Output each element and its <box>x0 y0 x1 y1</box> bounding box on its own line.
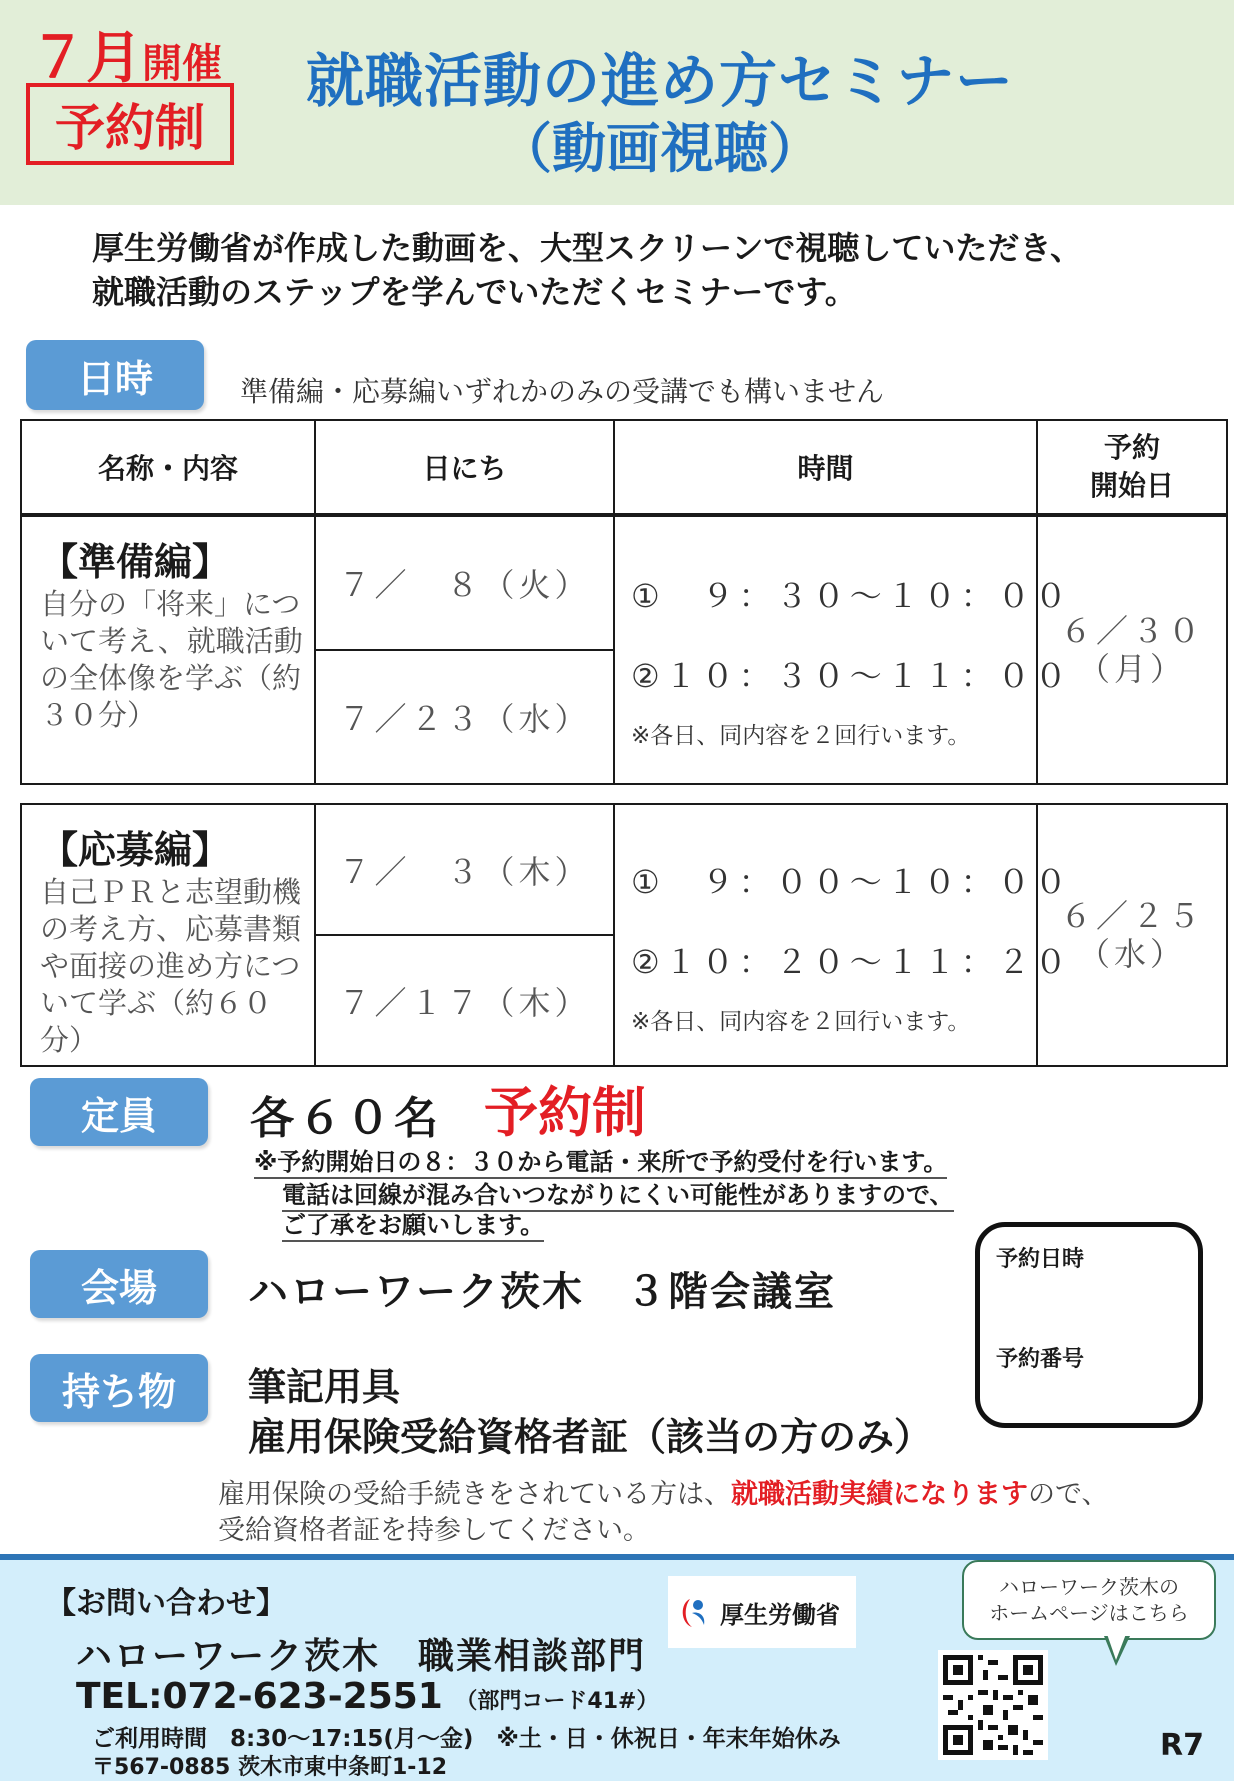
month-number: ７月 <box>30 26 142 91</box>
prep-time-2: ②１０：３０～１１：００ <box>631 657 1072 695</box>
ministry-name: 厚生労働省 <box>720 1600 840 1629</box>
month-label <box>30 14 222 94</box>
datetime-label: 日時 <box>26 340 204 410</box>
contact-address: 〒567-0885 茨木市東中条町1-12 <box>92 1755 447 1780</box>
notice-line-2: 受給資格者証を持参してください。 <box>218 1515 650 1546</box>
schedule-table-apply <box>20 803 1228 1067</box>
apply-start-date: ６／２５ <box>1059 897 1204 935</box>
contact-hours: ご利用時間 8:30～17:15(月～金) ※土・日・休祝日・年末年始休み <box>92 1726 841 1752</box>
header-time: 時間 <box>614 420 1037 514</box>
bubble-tail-inner <box>1107 1634 1126 1660</box>
schedule-table-header <box>20 419 1228 515</box>
contact-title: 【お問い合わせ】 <box>46 1586 286 1621</box>
items-line-2: 雇用保険受給資格者証（該当の方のみ） <box>248 1415 933 1459</box>
notice-highlight: 就職活動実績になります <box>731 1479 1028 1510</box>
page-subtitle: （動画視聴） <box>498 117 822 180</box>
prep-start-cell <box>1037 516 1227 784</box>
qr-code-icon[interactable] <box>938 1650 1048 1760</box>
apply-description: 自己ＰＲと志望動機の考え方、応募書類や面接の進め方について学ぶ（約６０分） <box>40 875 302 1057</box>
apply-time-cell <box>614 804 1072 1066</box>
ministry-logo <box>668 1576 856 1648</box>
capacity-note-3: ご了承をお願いします。 <box>282 1205 544 1242</box>
reservation-number-label: 予約番号 <box>996 1347 1085 1372</box>
notice-part-2: ので、 <box>1028 1479 1109 1510</box>
prep-title: 【準備編】 <box>40 540 231 584</box>
capacity-text: 各６０名 <box>250 1093 442 1144</box>
capacity-note-1: ※予約開始日の８：３０から電話・来所で予約受付を行います。 <box>254 1142 947 1179</box>
schedule-table-prep <box>20 515 1228 785</box>
prep-date-2: ７／２３（水） <box>315 650 614 784</box>
prep-name-cell <box>21 516 315 784</box>
datetime-note: 準備編・応募編いずれかのみの受講でも構いません <box>240 375 885 408</box>
capacity-label: 定員 <box>30 1078 208 1146</box>
version-label: R7 <box>1160 1728 1204 1763</box>
prep-time-cell <box>614 516 1072 784</box>
header-date: 日にち <box>315 420 614 514</box>
apply-start-cell <box>1037 804 1227 1066</box>
apply-time-2: ②１０：２０～１１：２０ <box>631 943 1072 981</box>
apply-date-2: ７／１７（木） <box>315 935 614 1066</box>
apply-time-1: ① ９：００～１０：００ <box>631 863 1072 901</box>
header-name: 名称・内容 <box>21 420 315 514</box>
contact-tel-number: TEL:072-623-2551 <box>76 1676 443 1717</box>
prep-time-1: ① ９：３０～１０：００ <box>631 577 1072 615</box>
venue-label: 会場 <box>30 1250 208 1318</box>
notice-part-1: 雇用保険の受給手続きをされている方は、 <box>218 1479 731 1510</box>
page-title: 就職活動の進め方セミナー <box>305 47 1014 115</box>
homepage-bubble <box>962 1560 1216 1640</box>
items-line-1: 筆記用具 <box>248 1365 401 1409</box>
prep-description: 自分の「将来」について考え、就職活動の全体像を学ぶ（約３０分） <box>40 587 303 732</box>
prep-start-day: （月） <box>1077 650 1186 688</box>
apply-time-note: ※各日、同内容を２回行います。 <box>631 1009 971 1035</box>
ministry-logo-icon <box>676 1593 714 1631</box>
apply-name-cell <box>21 804 315 1066</box>
prep-date-1: ７／ ８（火） <box>315 516 614 650</box>
apply-date-1: ７／ ３（木） <box>315 804 614 935</box>
prep-start-date: ６／３０ <box>1059 612 1204 650</box>
apply-title: 【応募編】 <box>40 828 231 872</box>
reservation-datetime-label: 予約日時 <box>996 1247 1085 1272</box>
intro-line-1: 厚生労働省が作成した動画を、大型スクリーンで視聴していただき、 <box>92 229 1083 267</box>
contact-dept-code: （部門コード41#） <box>455 1689 659 1714</box>
contact-tel <box>76 1676 658 1717</box>
prep-time-note: ※各日、同内容を２回行います。 <box>631 723 971 749</box>
items-label: 持ち物 <box>30 1354 208 1422</box>
intro-text <box>92 226 1192 314</box>
apply-start-day: （水） <box>1077 935 1186 973</box>
reservation-badge: 予約制 <box>26 83 234 165</box>
intro-line-2: 就職活動のステップを学んでいただくセミナーです。 <box>92 273 857 311</box>
venue-text: ハローワーク茨木 ３階会議室 <box>248 1269 836 1315</box>
bubble-line-2: ホームページはこちら <box>989 1601 1189 1625</box>
bubble-line-1: ハローワーク茨木の <box>999 1575 1179 1599</box>
capacity-note-2: 電話は回線が混み合いつながりにくい可能性がありますので、 <box>282 1175 954 1212</box>
header-start: 予約 開始日 <box>1037 420 1227 514</box>
contact-office: ハローワーク茨木 職業相談部門 <box>76 1636 647 1677</box>
month-suffix: 開催 <box>142 41 222 87</box>
capacity-reservation: 予約制 <box>484 1081 646 1144</box>
notice-line-1 <box>218 1472 1108 1511</box>
